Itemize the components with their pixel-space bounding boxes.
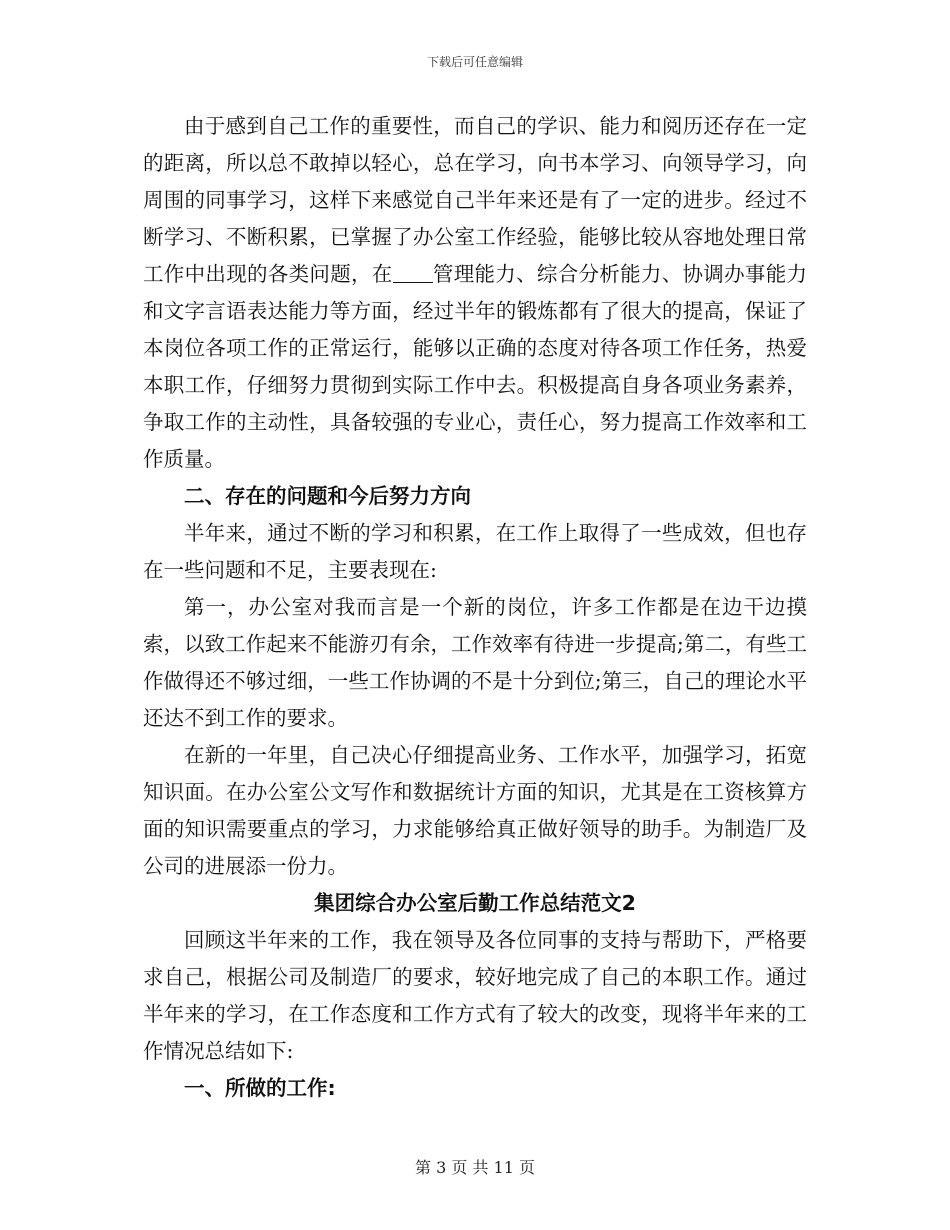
paragraph-self-study-part1: 由于感到自己工作的重要性，而自己的学识、能力和阅历还存在一定的距离，所以总不敢掉以轻心，总在学习，向书本学习、向领导学习，向周围的同事学习，这样下来感觉自己半年来还是有了一定的进步。经过不断学习、不断积累，已掌握了办公室工作经验，能够比较从容地处理日常工作中出现的各类问题，在 — [143, 114, 807, 286]
fill-in-blank — [393, 262, 433, 284]
page-number: 第 3 页 共 11 页 — [415, 1158, 535, 1177]
section-heading-problems: 二、存在的问题和今后努力方向 — [184, 484, 471, 508]
paragraph-self-study — [143, 108, 807, 478]
paragraph-problems-intro: 半年来，通过不断的学习和积累，在工作上取得了一些成效，但也存在一些问题和不足，主要表现在: — [143, 521, 807, 582]
paragraph-review: 回顾这半年来的工作，我在领导及各位同事的支持与帮助下，严格要求自己，根据公司及制造厂的要求，较好地完成了自己的本职工作。通过半年来的学习，在工作态度和工作方式有了较大的改变，现将半年来的工作情况总结如下: — [143, 928, 807, 1063]
section-heading-work-done: 一、所做的工作: — [184, 1076, 336, 1100]
page-header-note: 下载后可任意编辑 — [426, 55, 523, 69]
document-body — [143, 108, 807, 1107]
article-title-2: 集团综合办公室后勤工作总结范文2 — [314, 891, 636, 915]
paragraph-problems-list: 第一，办公室对我而言是一个新的岗位，许多工作都是在边干边摸索，以致工作起来不能游刃有余，工作效率有待进一步提高;第二，有些工作做得还不够过细，一些工作协调的不是十分到位;第三，自己的理论水平还达不到工作的要求。 — [143, 595, 807, 730]
paragraph-new-year-plan: 在新的一年里，自己决心仔细提高业务、工作水平，加强学习，拓宽知识面。在办公室公文写作和数据统计方面的知识，尤其是在工资核算方面的知识需要重点的学习，力求能够给真正做好领导的助手。为制造厂及公司的进展添一份力。 — [143, 743, 807, 878]
paragraph-self-study-part2: 管理能力、综合分析能力、协调办事能力和文字言语表达能力等方面，经过半年的锻炼都有了很大的提高，保证了本岗位各项工作的正常运行，能够以正确的态度对待各项工作任务，热爱本职工作，仔细努力贯彻到实际工作中去。积极提高自身各项业务素养，争取工作的主动性，具备较强的专业心，责任心，努力提高工作效率和工作质量。 — [143, 262, 808, 471]
